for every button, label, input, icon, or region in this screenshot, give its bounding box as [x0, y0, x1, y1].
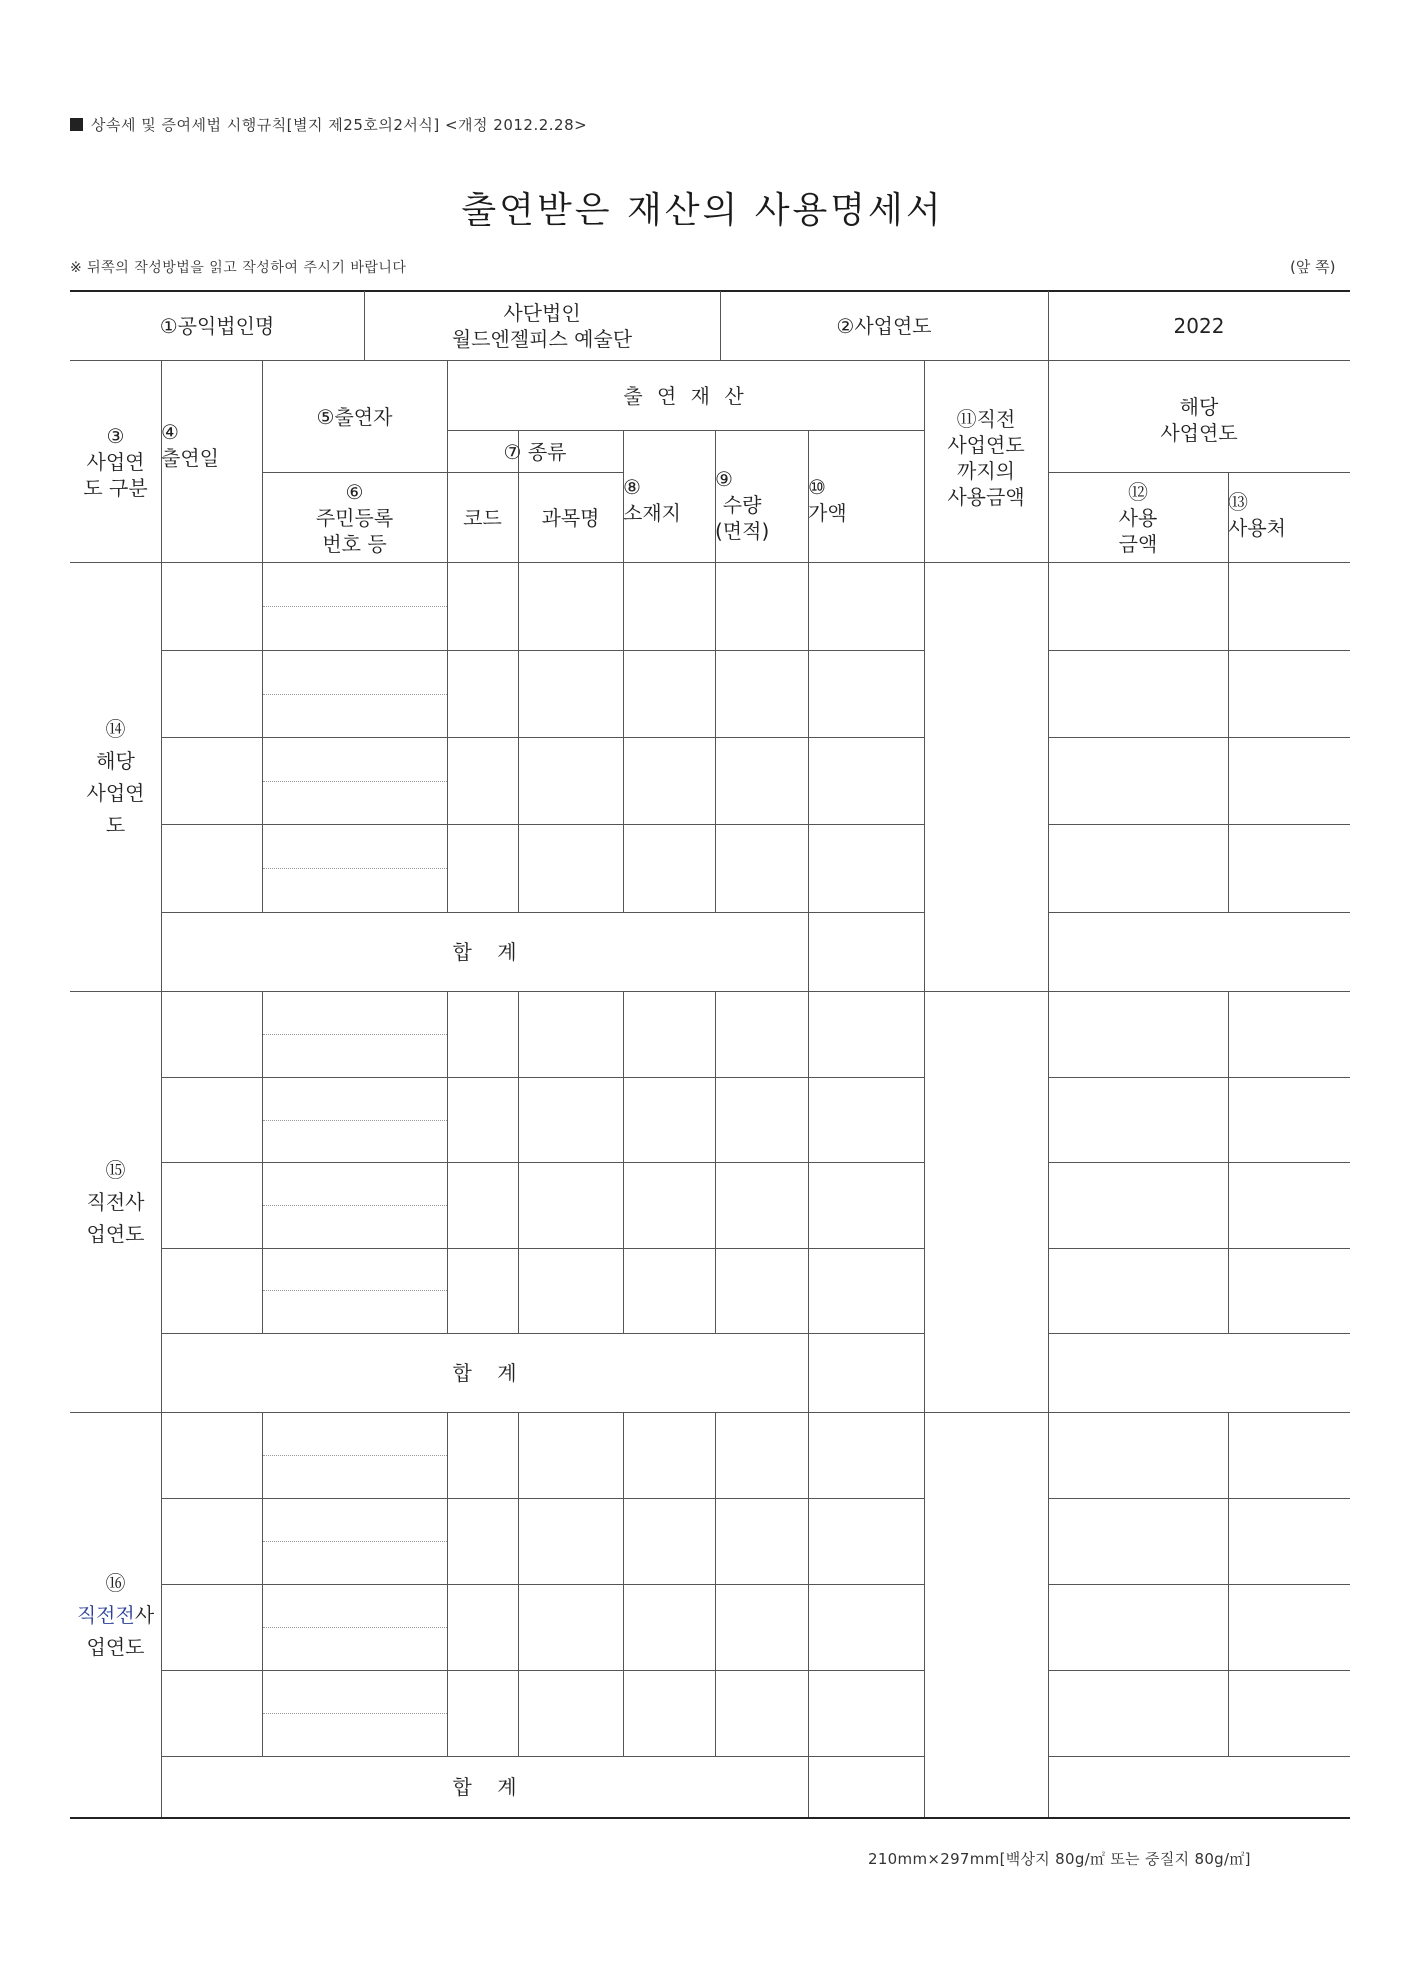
col8-label: 소재지: [623, 501, 681, 525]
col3-num: ③: [106, 423, 125, 448]
col6-label: 주민등록 번호 등: [315, 505, 394, 556]
col13-num: ⑬: [1228, 490, 1248, 514]
row-line: [161, 1077, 924, 1078]
col3-label: 사업연 도 구분: [83, 449, 148, 500]
section3-num: ⑯: [105, 1571, 126, 1595]
row-line: [1048, 1077, 1350, 1078]
grid-line: [1048, 361, 1049, 1817]
total-row-label: [161, 1757, 808, 1817]
grid-line: [447, 1412, 448, 1756]
col-header-subject: [518, 473, 623, 562]
grid-line: [623, 1412, 624, 1756]
grid-line: [808, 991, 809, 1412]
grid-line: [262, 991, 263, 1333]
dotted-divider: [263, 868, 447, 869]
col-header-location: [623, 455, 715, 545]
col11-label: ⑪직전 사업연도 까지의 사용금액: [947, 407, 1025, 509]
paper-spec: 210mm×297mm[백상지 80g/㎡ 또는 중질지 80g/㎡]: [868, 1850, 1251, 1868]
dotted-divider: [263, 1713, 447, 1714]
document-title: 출연받은 재산의 사용명세서: [461, 190, 944, 231]
col-header-asset-group: [447, 361, 924, 430]
section3-line2: 업연도: [86, 1635, 145, 1659]
section1-line2: 사업연: [86, 781, 145, 805]
dotted-divider: [263, 1290, 447, 1291]
total-row-label: [161, 1334, 808, 1412]
current-year-group-label: 해당 사업연도: [1160, 395, 1238, 445]
total-label-3: 합 계: [452, 1775, 517, 1799]
col12-label: 사용 금액: [1118, 505, 1158, 556]
square-bullet-icon: [70, 118, 83, 131]
total-label-1: 합 계: [452, 940, 517, 964]
corp-name-line2: 월드엔젤피스 예술단: [451, 326, 633, 351]
section2-line1: 직전사: [86, 1190, 145, 1214]
row-line: [1048, 1670, 1350, 1671]
row-line: [1048, 1162, 1350, 1163]
business-year-value-text: 2022: [1173, 313, 1225, 338]
dotted-divider: [263, 1541, 447, 1542]
col9-label: 수량 (면적): [715, 493, 770, 543]
form-reference: [70, 114, 587, 135]
section2-num: ⑮: [105, 1158, 126, 1182]
col-header-quantity: [715, 455, 808, 555]
col-header-donor: [262, 361, 447, 472]
col-header-year-type: [70, 361, 161, 562]
col10-label: 가액: [808, 501, 847, 525]
col-header-use-place: [1228, 480, 1350, 550]
form-reference-text: 상속세 및 증여세법 시행규칙[별지 제25호의2서식] <개정 2012.2.28>: [91, 116, 588, 134]
dotted-divider: [263, 1034, 447, 1035]
row-line: [161, 1584, 924, 1585]
section1-line1: 해당: [96, 749, 135, 773]
col-header-prior-use: [924, 406, 1048, 526]
col-header-value: [808, 455, 924, 545]
row-line: [1048, 1756, 1350, 1757]
col-header-code: [447, 473, 518, 562]
dotted-divider: [263, 694, 447, 695]
row-line: [1048, 912, 1350, 913]
col6-num: ⑥: [345, 479, 364, 504]
corp-name-label-text: ①공익법인명: [159, 313, 275, 338]
section2-line2: 업연도: [86, 1222, 145, 1246]
col-header-id: [262, 473, 447, 562]
instruction-note: ※ 뒤쪽의 작성방법을 읽고 작성하여 주시기 바랍니다: [70, 260, 407, 276]
row-line: [161, 650, 924, 651]
row-line: [161, 1498, 924, 1499]
row-line: [161, 1162, 924, 1163]
section-two-years-prior-label: [70, 1413, 161, 1817]
row-line: [1048, 824, 1350, 825]
total-label-2: 합 계: [452, 1361, 517, 1385]
col-header-type: [447, 431, 623, 472]
grid-line: [715, 991, 716, 1333]
corp-name-value: [364, 291, 720, 360]
col5-label: ⑤출연자: [316, 404, 393, 429]
row-line: [161, 737, 924, 738]
col8-num: ⑧: [623, 475, 641, 499]
corp-name-label: [70, 291, 364, 360]
section3-line1-blue: 직전전: [76, 1603, 135, 1627]
row-line: [1048, 650, 1350, 651]
col7-label: ⑦ 종류: [503, 439, 567, 464]
section1-line3: 도: [105, 813, 126, 837]
dotted-divider: [263, 1120, 447, 1121]
business-year-label-text: ②사업연도: [836, 313, 932, 338]
dotted-divider: [263, 781, 447, 782]
corp-name-line1: 사단법인: [503, 300, 581, 325]
total-row-label: [161, 913, 808, 991]
row-line: [1048, 1333, 1350, 1334]
col-header-date: [161, 405, 262, 485]
col4-label: 출연일: [161, 446, 219, 470]
row-line: [1048, 1248, 1350, 1249]
row-line: [1048, 1584, 1350, 1585]
business-year-label: [720, 291, 1048, 360]
col9-num: ⑨: [715, 467, 733, 491]
grid-line: [623, 991, 624, 1333]
col7-code: 코드: [463, 505, 502, 530]
dotted-divider: [263, 1455, 447, 1456]
row-line: [161, 824, 924, 825]
col13-label: 사용처: [1228, 516, 1286, 540]
col-header-use-amount: [1048, 473, 1228, 562]
grid-line: [518, 991, 519, 1333]
grid-line: [447, 991, 448, 1333]
grid-line: [518, 1412, 519, 1756]
asset-group-label: 출 연 재 산: [623, 383, 748, 408]
row-line: [1048, 737, 1350, 738]
section3-line1: [77, 1599, 154, 1631]
col12-num: ⑫: [1128, 479, 1148, 504]
col-header-current-year: [1048, 390, 1350, 450]
grid-line: [924, 361, 925, 1817]
grid-line: [808, 1412, 809, 1817]
grid-line: [715, 1412, 716, 1756]
grid-line: [262, 1412, 263, 1756]
dotted-divider: [263, 606, 447, 607]
grid-line: [161, 361, 162, 1817]
section-prior-year-label: [70, 992, 161, 1412]
section-current-year-label: [70, 563, 161, 991]
grid-line: [1228, 991, 1229, 1333]
row-line: [161, 1670, 924, 1671]
side-label: (앞 쪽): [1290, 258, 1336, 276]
section3-line1-rest: 사: [134, 1603, 155, 1627]
dotted-divider: [263, 1205, 447, 1206]
row-line: [1048, 1498, 1350, 1499]
business-year-value: [1048, 291, 1350, 360]
section1-num: ⑭: [105, 717, 126, 741]
dotted-divider: [263, 1627, 447, 1628]
grid-line: [1228, 1412, 1229, 1756]
table-bottom-border: [70, 1817, 1350, 1819]
row-line: [161, 1248, 924, 1249]
col4-num: ④: [161, 420, 179, 444]
col7-subject: 과목명: [541, 505, 600, 530]
col10-num: ⑩: [808, 475, 826, 499]
